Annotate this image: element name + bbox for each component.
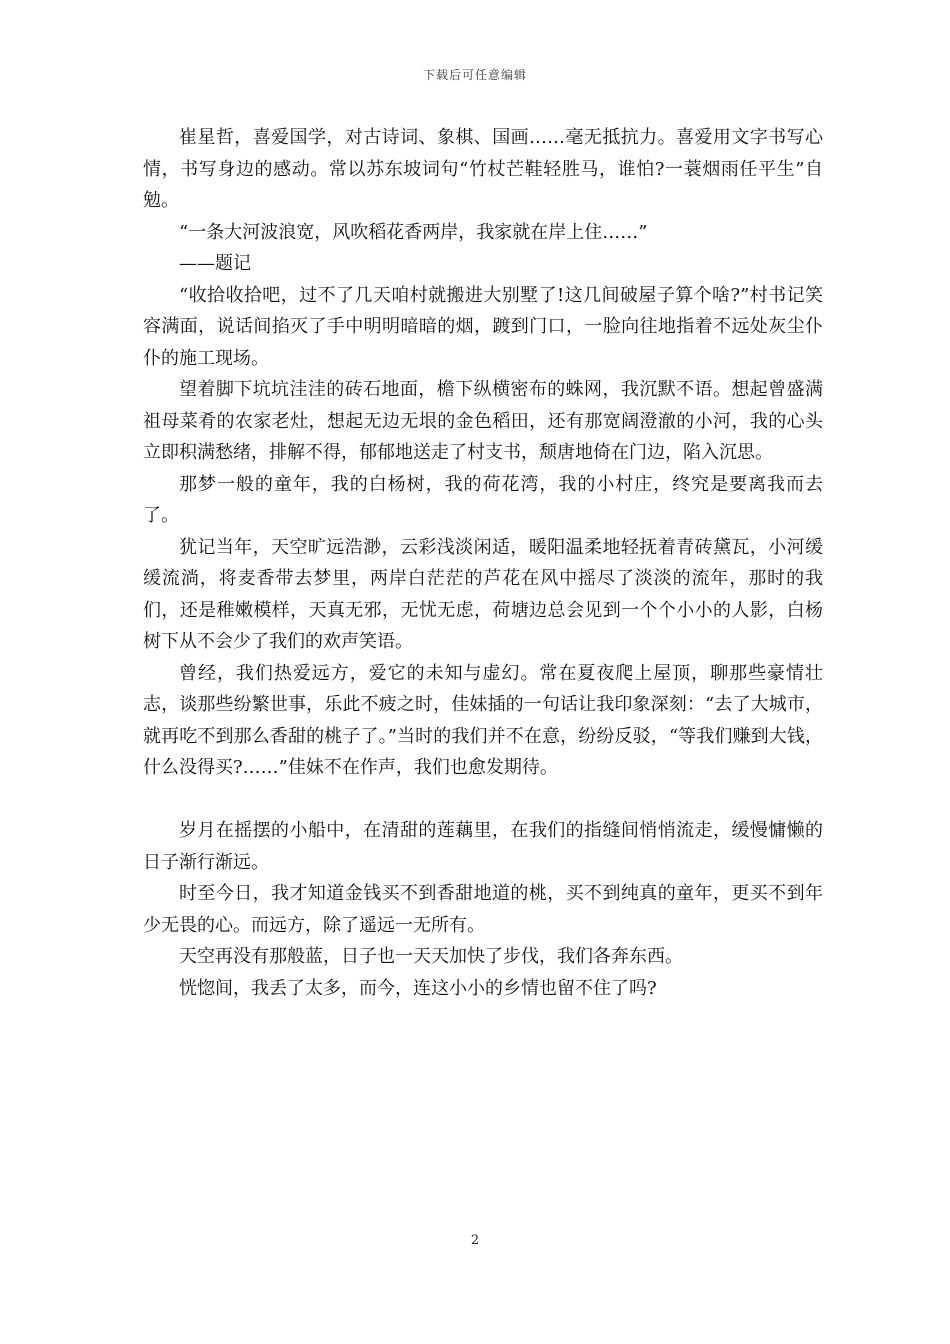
page-header: 下载后可任意编辑: [422, 68, 527, 82]
body-paragraph: 岁月在摇摆的小船中，在清甜的莲藕里，在我们的指缝间悄悄流走，缓慢慵懒的日子渐行渐远。: [143, 820, 823, 873]
epigraph-quote: “一条大河波浪宽，风吹稻花香两岸，我家就在岸上住……”: [179, 221, 648, 243]
body-paragraph: 天空再没有那般蓝，日子也一天天加快了步伐，我们各奔东西。: [179, 946, 683, 967]
body-paragraph: 望着脚下坑坑洼洼的砖石地面，檐下纵横密布的蛛网，我沉默不语。想起曾盛满祖母菜肴的农家老灶，想起无边无垠的金色稻田，还有那宽阔澄澈的小河，我的心头立即积满愁绪，排解不得，郁郁地送走了村支书，颓唐地倚在门边，陷入沉思。: [143, 379, 823, 463]
body-paragraph: “收拾收拾吧，过不了几天咱村就搬进大别墅了!这几间破屋子算个啥?”村书记笑容满面，说话间掐灭了手中明明暗暗的烟，踱到门口，一脸向往地指着不远处灰尘仆仆的施工现场。: [143, 284, 823, 369]
body-paragraph: 时至今日，我才知道金钱买不到香甜地道的桃，买不到纯真的童年，更买不到年少无畏的心。而远方，除了遥远一无所有。: [143, 883, 823, 936]
body-paragraph: 曾经，我们热爱远方，爱它的未知与虚幻。常在夏夜爬上屋顶，聊那些豪情壮志，谈那些纷繁世事，乐此不疲之时，佳妹插的一句话让我印象深刻：“去了大城市，就再吃不到那么香甜的桃子了。”当时的我们并不在意，纷纷反驳，“等我们赚到大钱，什么没得买?……”佳妹不在作声，我们也愈发期待。: [143, 662, 823, 778]
author-bio-paragraph: 崔星哲，喜爱国学，对古诗词、象棋、国画……毫无抵抗力。喜爱用文字书写心情，书写身边的感动。常以苏东坡词句“竹杖芒鞋轻胜马，谁怕?一蓑烟雨任平生”自勉。: [143, 127, 823, 211]
body-paragraph: 犹记当年，天空旷远浩渺，云彩浅淡闲适，暖阳温柔地轻抚着青砖黛瓦，小河缓缓流淌，将麦香带去梦里，两岸白茫茫的芦花在风中摇尽了淡淡的流年，那时的我们，还是稚嫩模样，天真无邪，无忧无虑，荷塘边总会见到一个个小小的人影，白杨树下从不会少了我们的欢声笑语。: [143, 536, 823, 652]
body-paragraph: 那梦一般的童年，我的白杨树，我的荷花湾，我的小村庄，终究是要离我而去了。: [143, 473, 823, 526]
epigraph-attribution: ——题记: [179, 253, 251, 274]
body-paragraph: 恍惚间，我丢了太多，而今，连这小小的乡情也留不住了吗?: [179, 977, 657, 999]
document-body: [143, 122, 823, 1004]
page-number: 2: [470, 1233, 480, 1248]
